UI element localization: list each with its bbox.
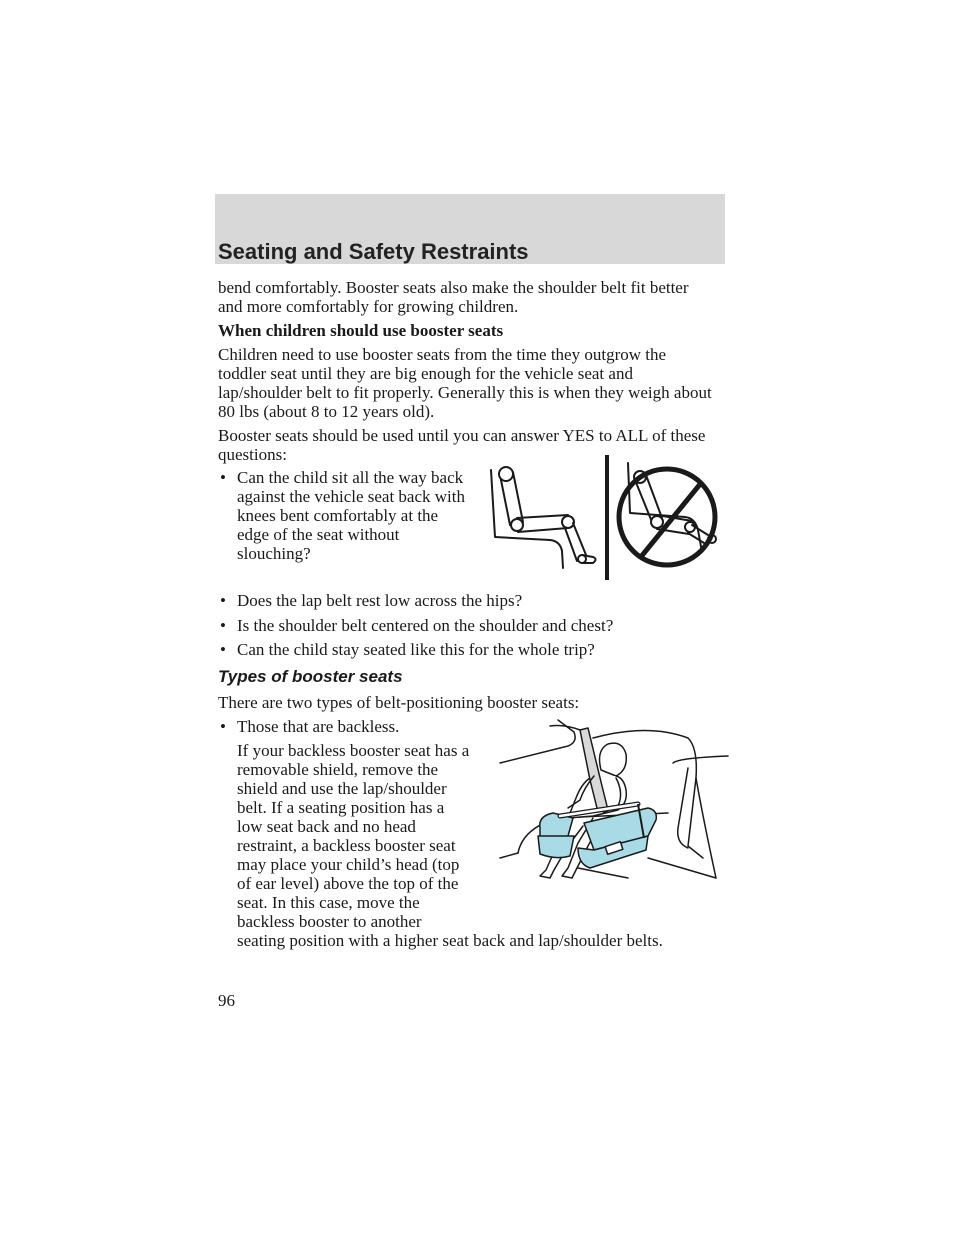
q3-text: Is the shoulder belt centered on the shoulder and chest? <box>237 616 614 635</box>
intro-line-1: bend comfortably. Booster seats also make the shoulder belt fit better <box>218 278 689 297</box>
intro-line-2: and more comfortably for growing children. <box>218 297 519 316</box>
bullet-marker: • <box>220 717 226 736</box>
backless-para-line-1: If your backless booster seat has a <box>237 741 470 760</box>
q1-line-4: edge of the seat without <box>237 525 400 544</box>
when-para-line-2: toddler seat until they are big enough for the vehicle seat and <box>218 364 633 383</box>
until-para-line-2: questions: <box>218 445 287 464</box>
when-para-line-3: lap/shoulder belt to fit properly. Generally this is when they weigh about <box>218 383 712 402</box>
backless-para-line-2: removable shield, remove the <box>237 760 439 779</box>
q1-line-1: Can the child sit all the way back <box>237 468 464 487</box>
backless-para-line-4: belt. If a seating position has a <box>237 798 445 817</box>
backless-para-line-5: low seat back and no head <box>237 817 416 836</box>
section-title: Seating and Safety Restraints <box>218 239 529 264</box>
divider-bar <box>605 455 609 580</box>
correct-posture-figure <box>491 467 596 568</box>
q1-line-2: against the vehicle seat back with <box>237 487 465 506</box>
until-para-line-1: Booster seats should be used until you can answer YES to ALL of these <box>218 426 706 445</box>
backless-para-line-9: seat. In this case, move the <box>237 893 420 912</box>
types-heading: Types of booster seats <box>218 667 403 686</box>
bullet-marker: • <box>220 616 226 635</box>
bullet-marker: • <box>220 640 226 659</box>
q4-text: Can the child stay seated like this for the whole trip? <box>237 640 595 659</box>
bullet-marker: • <box>220 591 226 610</box>
q1-line-3: knees bent comfortably at the <box>237 506 439 525</box>
when-heading: When children should use booster seats <box>218 321 504 340</box>
backless-para-line-6: restraint, a backless booster seat <box>237 836 456 855</box>
backless-para-line-10: backless booster to another <box>237 912 422 931</box>
when-para-line-1: Children need to use booster seats from the time they outgrow the <box>218 345 667 364</box>
bullet-marker: • <box>220 468 226 487</box>
page-number: 96 <box>218 991 235 1010</box>
q1-line-5: slouching? <box>237 544 311 563</box>
backless-para-line-11: seating position with a higher seat back and lap/shoulder belts. <box>237 931 663 950</box>
backless-item: Those that are backless. <box>237 717 400 736</box>
backless-booster-illustration <box>498 718 728 888</box>
backless-para-line-8: of ear level) above the top of the <box>237 874 459 893</box>
backless-para-line-7: may place your child’s head (top <box>237 855 460 874</box>
when-para-line-4: 80 lbs (about 8 to 12 years old). <box>218 402 435 421</box>
q2-text: Does the lap belt rest low across the hips? <box>237 591 523 610</box>
types-intro: There are two types of belt-positioning booster seats: <box>218 693 580 712</box>
seating-posture-illustration <box>480 455 730 580</box>
backless-para-line-3: shield and use the lap/shoulder <box>237 779 447 798</box>
